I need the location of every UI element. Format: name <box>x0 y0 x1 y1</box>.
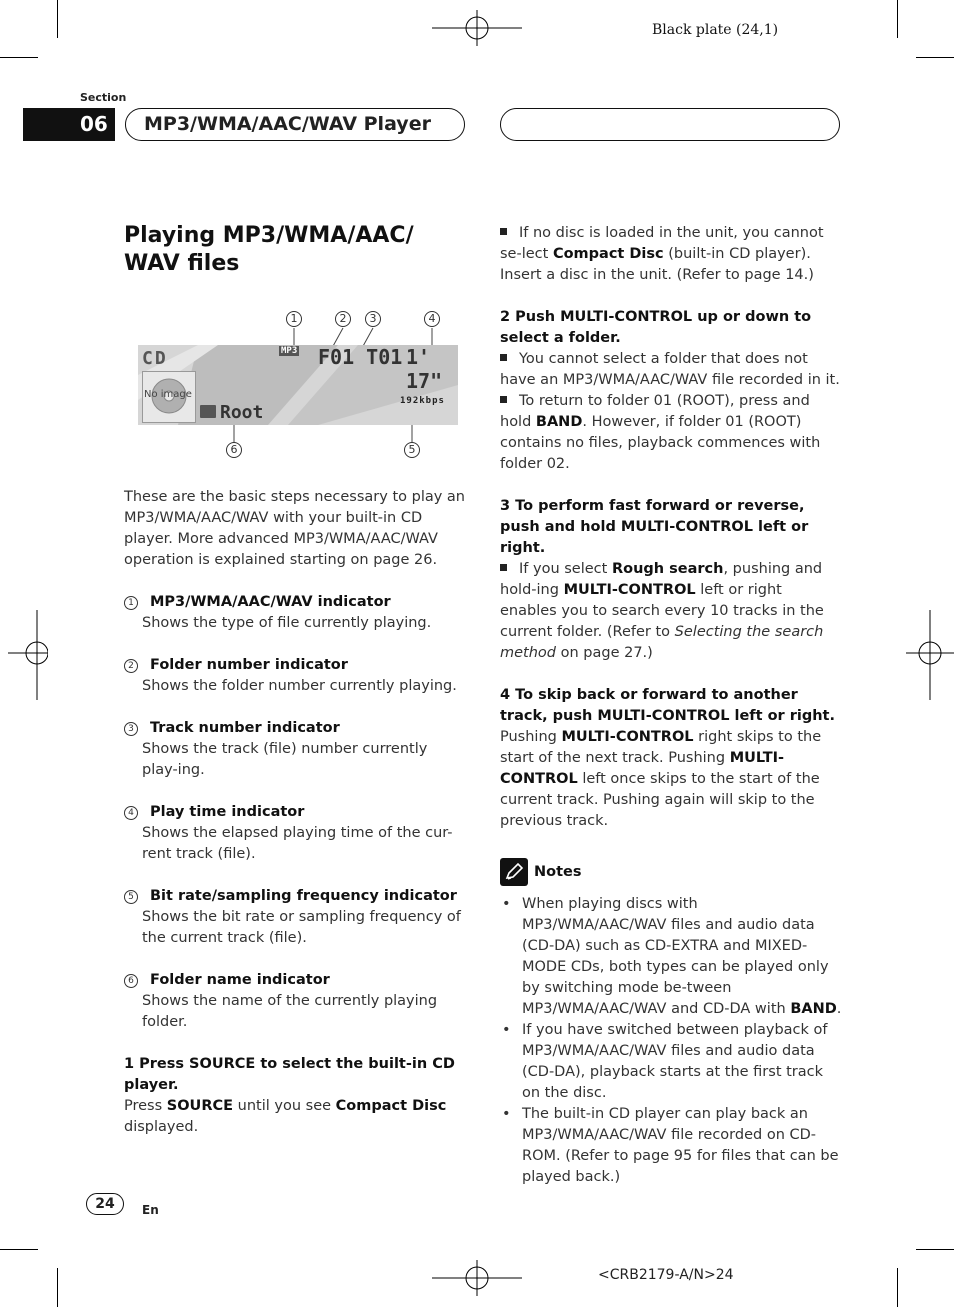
text-run: Press <box>124 1098 167 1114</box>
crop-mark <box>897 0 898 38</box>
play-time-indicator: 1' 17" <box>406 345 443 393</box>
text-run: If you select <box>519 561 612 577</box>
crop-mark <box>916 57 954 58</box>
item-text: Shows the folder number currently playing. <box>142 678 457 694</box>
callout-4: 4 <box>424 311 440 327</box>
text-run: When playing discs with MP3/WMA/AAC/WAV files and audio data (CD-DA) such as CD-EXTRA and MIXED-MODE CDs, both types can be played only by switching mode be-tween MP3/WMA/AAC/WAV and CD-DA with <box>522 896 829 1017</box>
section-number: 06 <box>23 108 115 141</box>
item-number: 4 <box>124 806 138 820</box>
step-1 <box>124 1054 466 1138</box>
callout-1: 1 <box>286 311 302 327</box>
square-bullet-icon <box>500 228 507 235</box>
text-run: until you see <box>233 1098 336 1114</box>
section-label: Section <box>80 91 127 104</box>
item-6 <box>124 970 466 1033</box>
bitrate-indicator: 192kbps <box>400 396 445 406</box>
text-run: Compact Disc <box>552 246 664 262</box>
notes-list <box>500 894 842 1188</box>
text-run: (built-in CD player). Insert a disc in the unit. (Refer to page 14.) <box>500 246 814 283</box>
step-title: 3 To perform fast forward or reverse, push and hold MULTI-CONTROL left or right. <box>500 498 809 556</box>
square-bullet-icon <box>500 354 507 361</box>
registration-mark-right <box>906 610 954 700</box>
item-title: MP3/WMA/AAC/WAV indicator <box>150 594 391 610</box>
item-3 <box>124 718 466 781</box>
left-column <box>124 487 466 1138</box>
callout-6: 6 <box>226 442 242 458</box>
notes-title: Notes <box>534 863 582 880</box>
text-run: If no disc is loaded in the unit, you cannot se-lect <box>500 225 824 262</box>
plate-label: Black plate (24,1) <box>652 22 779 38</box>
crop-mark <box>0 57 38 58</box>
note-item <box>500 1020 842 1104</box>
folder-track-indicator: F01 T01 <box>318 345 403 369</box>
item-number: 5 <box>124 890 138 904</box>
text-run: , pushing and hold-ing <box>500 561 823 598</box>
callout-5: 5 <box>404 442 420 458</box>
section-title: MP3/WMA/AAC/WAV Player <box>125 108 465 141</box>
format-indicator: MP3 <box>281 346 298 356</box>
callout-3: 3 <box>365 311 381 327</box>
text-run: on page 27.) <box>556 645 653 661</box>
item-title: Bit rate/sampling frequency indicator <box>150 888 457 904</box>
item-4 <box>124 802 466 865</box>
step-text <box>124 1096 466 1138</box>
text-run: . However, if folder 01 (ROOT) contains no files, playback commences with folder 02. <box>500 414 821 472</box>
item-number: 1 <box>124 596 138 610</box>
registration-mark-bottom <box>432 1260 522 1296</box>
crop-mark <box>57 1268 58 1307</box>
step-text <box>500 727 842 832</box>
folder-icon <box>200 405 216 418</box>
section-title-blank <box>500 108 840 141</box>
text-run: You cannot select a folder that does not have an MP3/WMA/AAC/WAV file recorded in it. <box>500 351 840 388</box>
item-title: Folder name indicator <box>150 972 330 988</box>
item-text: Shows the bit rate or sampling frequency of the current track (file). <box>142 909 461 946</box>
text-run: . <box>836 1001 842 1017</box>
callout-2: 2 <box>335 311 351 327</box>
crop-mark <box>897 1268 898 1307</box>
intro-paragraph: These are the basic steps necessary to play an MP3/WMA/AAC/WAV with your built-in CD player. More advanced MP3/WMA/AAC/WAV operation is explained starting on page 26. <box>124 489 465 568</box>
notes-header <box>500 858 842 886</box>
item-number: 2 <box>124 659 138 673</box>
step-title: 2 Push MULTI-CONTROL up or down to select a folder. <box>500 309 812 346</box>
step-bullet <box>500 349 842 391</box>
head-unit-display <box>138 345 458 425</box>
step-3 <box>500 496 842 664</box>
note-item <box>500 894 842 1020</box>
square-bullet-icon <box>500 564 507 571</box>
text-run: Selecting the search method <box>500 624 824 661</box>
item-text: Shows the elapsed playing time of the cur-rent track (file). <box>142 825 453 862</box>
source-indicator: CD <box>142 348 168 369</box>
item-title: Folder number indicator <box>150 657 348 673</box>
step-title: 4 To skip back or forward to another track, push MULTI-CONTROL left or right. <box>500 687 836 724</box>
item-5 <box>124 886 466 949</box>
registration-mark-top <box>432 10 522 46</box>
item-text: Shows the track (file) number currently play-ing. <box>142 741 428 778</box>
text-run: To return to folder 01 (ROOT), press and hold <box>500 393 810 430</box>
text-run: MULTI-CONTROL <box>500 750 785 787</box>
registration-mark-left <box>8 610 48 700</box>
step-2 <box>500 307 842 475</box>
item-title: Play time indicator <box>150 804 305 820</box>
note-item <box>500 1104 842 1188</box>
text-run: If you have switched between playback of MP3/WMA/AAC/WAV files and audio data (CD-DA), playback starts at the first track on the disc. <box>522 1022 828 1101</box>
item-2 <box>124 655 466 697</box>
text-run: Compact Disc <box>335 1098 447 1114</box>
album-art-placeholder <box>142 371 196 423</box>
right-column <box>500 223 842 1188</box>
text-run: MULTI-CONTROL <box>561 729 694 745</box>
step-4 <box>500 685 842 832</box>
text-run: Pushing <box>500 729 562 745</box>
text-run: right skips to the start of the next track. Pushing <box>500 729 822 766</box>
step-title: 1 Press SOURCE to select the built-in CD player. <box>124 1056 455 1093</box>
crop-mark <box>0 1249 38 1250</box>
text-run: left or right enables you to search every 10 tracks in the current folder. (Refer to <box>500 582 824 640</box>
item-title: Track number indicator <box>150 720 340 736</box>
text-run: MULTI-CONTROL <box>563 582 696 598</box>
text-run: BAND <box>790 1001 837 1017</box>
step-bullet <box>500 391 842 475</box>
text-run: left once skips to the start of the current track. Pushing again will skip to the previous track. <box>500 771 820 829</box>
item-text: Shows the type of file currently playing. <box>142 615 432 631</box>
item-number: 6 <box>124 974 138 988</box>
item-number: 3 <box>124 722 138 736</box>
language-label: En <box>142 1203 159 1217</box>
text-run: BAND <box>535 414 583 430</box>
text-run: Rough search <box>611 561 724 577</box>
no-image-label: No image <box>144 389 192 400</box>
folder-name-indicator: Root <box>220 402 264 423</box>
pencil-icon <box>500 858 528 886</box>
item-text: Shows the name of the currently playing folder. <box>142 993 438 1030</box>
callout-lines-bottom <box>220 425 420 443</box>
note-no-disc <box>500 223 842 286</box>
document-code: <CRB2179-A/N>24 <box>598 1267 734 1283</box>
text-run: displayed. <box>124 1119 199 1135</box>
step-bullet <box>500 559 842 664</box>
page-number: 24 <box>86 1193 124 1215</box>
text-run: SOURCE <box>166 1098 234 1114</box>
crop-mark <box>916 1249 954 1250</box>
item-1 <box>124 592 466 634</box>
crop-mark <box>57 0 58 38</box>
text-run: The built-in CD player can play back an MP3/WMA/AAC/WAV file recorded on CD-ROM. (Refer to page 95 for files that can be played back.) <box>522 1106 839 1185</box>
page-heading: Playing MP3/WMA/AAC/ WAV files <box>124 223 414 276</box>
square-bullet-icon <box>500 396 507 403</box>
